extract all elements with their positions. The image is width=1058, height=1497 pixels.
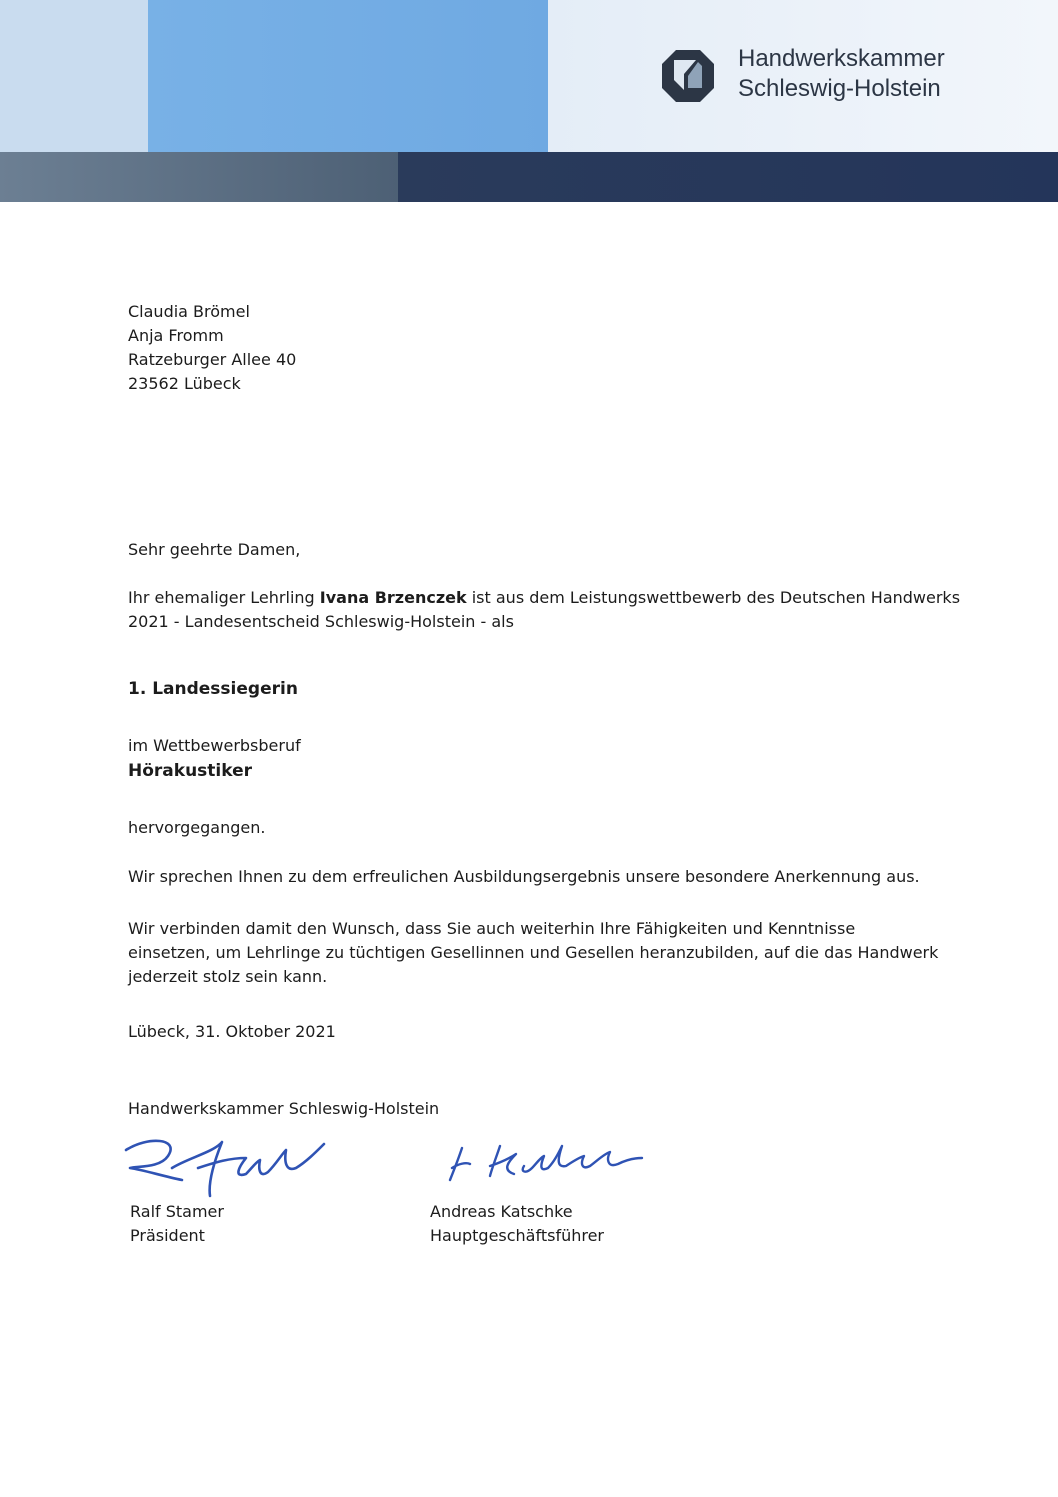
announcement-text: 2021 - Landesentscheid Schleswig-Holstein - als	[128, 612, 514, 631]
signatory-title: Präsident	[130, 1226, 205, 1245]
recipient-line: Ratzeburger Allee 40	[128, 350, 297, 369]
signatory-name: Ralf Stamer	[130, 1202, 224, 1221]
recipient-line: Claudia Brömel	[128, 302, 250, 321]
signature-president	[118, 1128, 328, 1200]
signatory-name: Andreas Katschke	[430, 1202, 573, 1221]
apprentice-name: Ivana Brzenczek	[319, 588, 467, 607]
profession-intro: im Wettbewerbsberuf	[128, 736, 301, 755]
recipient-address	[128, 300, 296, 396]
recipient-line: Anja Fromm	[128, 326, 224, 345]
paragraph-recognition: Wir sprechen Ihnen zu dem erfreulichen Ausbildungsergebnis unsere besondere Anerkennung aus.	[128, 867, 920, 886]
signature-managing-director	[440, 1136, 650, 1184]
recipient-line: 23562 Lübeck	[128, 374, 241, 393]
paragraph-wish	[128, 917, 948, 989]
wish-line: jederzeit stolz sein kann.	[128, 967, 328, 986]
result-text: hervorgegangen.	[128, 818, 266, 837]
header-band-dark	[0, 152, 1058, 202]
sender-organization: Handwerkskammer Schleswig-Holstein	[128, 1099, 440, 1118]
award-title: 1. Landessiegerin	[128, 679, 298, 699]
announcement-text: Ihr ehemaliger Lehrling	[128, 588, 320, 607]
wish-line: Wir verbinden damit den Wunsch, dass Sie auch weiterhin Ihre Fähigkeiten und Kenntnisse	[128, 919, 856, 938]
handwerkskammer-logo-icon	[660, 48, 716, 104]
place-date: Lübeck, 31. Oktober 2021	[128, 1022, 336, 1041]
salutation: Sehr geehrte Damen,	[128, 540, 301, 559]
paragraph-announcement	[128, 586, 961, 634]
signatory-managing-director	[430, 1200, 750, 1248]
wish-line: einsetzen, um Lehrlinge zu tüchtigen Gesellinnen und Gesellen heranzubilden, auf die das Handwerk	[128, 943, 939, 962]
announcement-text: ist aus dem Leistungswettbewerb des Deutschen Handwerks	[466, 588, 961, 607]
profession-name: Hörakustiker	[128, 761, 253, 781]
signatory-president	[130, 1200, 410, 1248]
organization-logo-text	[738, 44, 945, 104]
organization-name-line2: Schleswig-Holstein	[738, 75, 941, 102]
organization-name-line1: Handwerkskammer	[738, 45, 945, 72]
signatory-title: Hauptgeschäftsführer	[430, 1226, 605, 1245]
